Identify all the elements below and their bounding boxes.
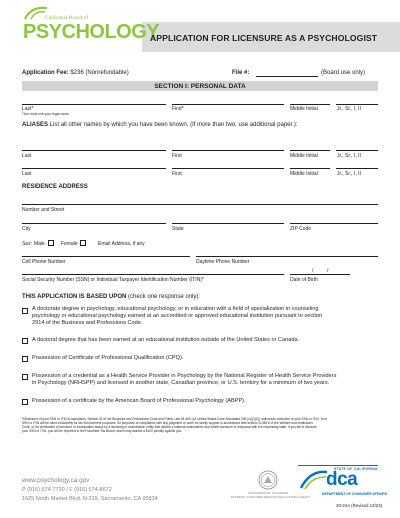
alias-1-suffix-label: Jr., Sr., I, II <box>337 153 361 159</box>
dob-field[interactable] <box>290 274 350 275</box>
basis-option-2-checkbox[interactable] <box>22 338 28 344</box>
basis-option-1-line-3: 2914 of the Business and Professions Code. <box>32 320 143 327</box>
alias-1-middle-field[interactable] <box>290 150 330 151</box>
dob-slash-2: / <box>327 268 329 274</box>
basis-instruction: (check one response only): <box>128 294 201 300</box>
alias-2-suffix-label: Jr., Sr., I, II <box>337 171 361 177</box>
alias-1-first-label: First <box>172 153 182 159</box>
basis-option-3-text <box>32 355 183 362</box>
sex-female-checkbox[interactable] <box>80 240 86 246</box>
file-board-note: (Board use only) <box>321 70 366 76</box>
basis-option-3-checkbox[interactable] <box>22 356 28 362</box>
basis-option-4-text <box>32 373 336 387</box>
dca-logo-letters: dca <box>326 469 358 490</box>
basis-heading: THIS APPLICATION IS BASED UPON <box>22 294 127 300</box>
city-field[interactable] <box>22 223 166 224</box>
fee-value: $236 (Nonrefundable) <box>70 70 129 76</box>
dob-slash-1: / <box>312 268 314 274</box>
disclosure-line-4: your SSN or ITIN, you will be reported to the Franchise Tax Board, which may assess a $100 penalty against you. <box>22 429 183 433</box>
city-label: City <box>22 226 31 232</box>
dob-label: Date of Birth <box>290 277 318 283</box>
alias-1-first-field[interactable] <box>172 150 284 151</box>
disclosure-line-2: SSN or ITIN will be used exclusively for tax enforcement purposes, for purposes of compliance with any judgment or order for family support in accordance with section 11350.6 of the Welfare and Institutions <box>22 421 313 425</box>
alias-2-middle-field[interactable] <box>290 168 330 169</box>
last-name-label: Last* <box>22 106 34 112</box>
dca-state-label: STATE OF CALIFORNIA <box>334 467 378 471</box>
daytime-phone-field[interactable] <box>196 256 378 257</box>
aliases-heading: ALIASES <box>22 122 49 128</box>
dca-department: DEPARTMENT OF CONSUMER AFFAIRS <box>322 492 387 496</box>
daytime-phone-label: Daytime Phone Number <box>196 259 250 265</box>
footer-phone: P (916) 574-7720 / F (916) 574-8672 <box>22 487 112 493</box>
fee-line <box>22 70 129 76</box>
sex-male-label: Male <box>34 241 45 247</box>
page-title: APPLICATION FOR LICENSURE AS A PSYCHOLOGIST <box>150 33 378 43</box>
section-header <box>22 81 378 91</box>
basis-option-1-checkbox[interactable] <box>22 308 28 314</box>
sex-male-checkbox[interactable] <box>48 240 54 246</box>
board-label-small: California Board of <box>45 15 89 21</box>
sex-label: Sex: <box>22 241 33 247</box>
alias-1-suffix-field[interactable] <box>336 150 378 151</box>
basis-option-2-line-1: A doctoral degree that has been earned at an educational institution outside of the United States or Canada. <box>32 337 300 343</box>
middle-initial-label: Middle Initial <box>290 106 318 112</box>
ssn-field[interactable] <box>22 274 284 275</box>
basis-option-3-line-1: Possession of Certificate of Professional Qualification (CPQ). <box>32 355 184 361</box>
state-field[interactable] <box>172 223 284 224</box>
section-title: SECTION I: PERSONAL DATA <box>154 82 246 90</box>
zip-label: ZIP Code <box>290 226 312 232</box>
basis-option-4-checkbox[interactable] <box>22 374 28 380</box>
basis-option-4-line-1: Possession of a credential as a Health Service Provider in Psychology by the National Register of Health Service Providers <box>32 373 337 379</box>
fee-label: Application Fee: <box>22 70 69 76</box>
suffix-field[interactable] <box>336 104 378 105</box>
alias-2-suffix-field[interactable] <box>336 168 378 169</box>
middle-initial-field[interactable] <box>290 104 330 105</box>
first-name-field[interactable] <box>172 104 284 105</box>
alias-2-last-label: Last <box>22 171 32 177</box>
basis-option-1-line-2: psychology or educational psychology earned at an accredited or approved educational institution pursuant to section <box>32 313 323 320</box>
state-seal-icon <box>258 470 278 490</box>
alias-1-last-field[interactable] <box>22 150 166 151</box>
footer-website[interactable]: www.psychology.ca.gov <box>22 477 90 484</box>
alias-2-first-label: First <box>172 171 182 177</box>
seal-caption-1: GAVIN NEWSOM, GOVERNOR <box>248 491 289 495</box>
board-name-logo: PSYCHOLOGY <box>23 21 160 43</box>
disclosure-line-1: *Disclosure of your SSN or ITIN is mandatory. Section 30 of the Business and Professions Code and Public Law 94-455 (42 United States Code Annotated 405 (c)(2)(C)) authorizes collection of your SSN or ITIN. Your <box>22 417 327 421</box>
state-label: State <box>172 226 184 232</box>
sex-female-label: Female <box>61 241 78 247</box>
dca-rule <box>298 465 378 466</box>
file-number-field[interactable] <box>256 76 318 77</box>
zip-field[interactable] <box>290 223 378 224</box>
basis-option-1-line-1: A doctorate degree in psychology, educational psychology, or in education with a field of specialization in counseling <box>32 306 319 312</box>
alias-2-middle-label: Middle Initial <box>290 171 318 177</box>
file-number-label: File #: <box>232 70 250 76</box>
cell-phone-label: Cell Phone Number <box>22 259 66 265</box>
dca-swoosh-icon <box>300 468 328 490</box>
cell-phone-field[interactable] <box>22 256 190 257</box>
last-name-field[interactable] <box>22 104 166 105</box>
form-id: 20-24A (Revised 12/23) <box>336 503 383 508</box>
first-name-label: First* <box>172 106 184 112</box>
alias-1-last-label: Last <box>22 153 32 159</box>
alias-2-first-field[interactable] <box>172 168 284 169</box>
residence-heading: RESIDENCE ADDRESS <box>22 184 88 190</box>
disclosure-line-3: Code, or for verification of licensure or examination status by a licensing or examination entity that utilizes a national examination and where licensure is reciprocal with the requesting state. If you fail to disclose <box>22 425 317 429</box>
basis-option-5-text <box>32 398 246 405</box>
suffix-label: Jr., Sr., I, II <box>337 106 361 112</box>
alias-1-middle-label: Middle Initial <box>290 153 318 159</box>
seal-caption-2: BUSINESS, CONSUMER SERVICES AND HOUSING AGENCY <box>231 494 311 499</box>
ssn-disclosure <box>22 417 382 433</box>
basis-option-5-checkbox[interactable] <box>22 399 28 405</box>
basis-option-5-line-1: Possession of a certificate by the American Board of Professional Psychology (ABPP). <box>32 398 246 404</box>
street-field[interactable] <box>22 204 378 205</box>
aliases-instruction: List all other names by which you have been known. (If more than two, use additional paper.): <box>49 122 298 128</box>
basis-option-4-line-2: in Psychology (NRHSPP) and licensed in another state, Canadian province, or U.S. territory for a minimum of two years. <box>32 380 330 387</box>
basis-option-2-text <box>32 337 299 344</box>
footer-address: 1625 North Market Blvd. N-215, Sacramento, CA 95834 <box>22 496 158 502</box>
aliases-heading-line <box>22 122 298 128</box>
street-label: Number and Street <box>22 207 65 213</box>
basis-option-1-text <box>32 306 322 328</box>
page-header <box>0 0 400 64</box>
alias-2-last-field[interactable] <box>22 168 166 169</box>
legal-name-note: *You must use your legal name <box>22 112 69 116</box>
ssn-label: Social Security Number (SSN) or Individual Taxpayer Identification Number (ITIN)* <box>22 277 204 283</box>
basis-heading-line <box>22 294 200 300</box>
email-label: Email Address, if any <box>98 241 145 247</box>
